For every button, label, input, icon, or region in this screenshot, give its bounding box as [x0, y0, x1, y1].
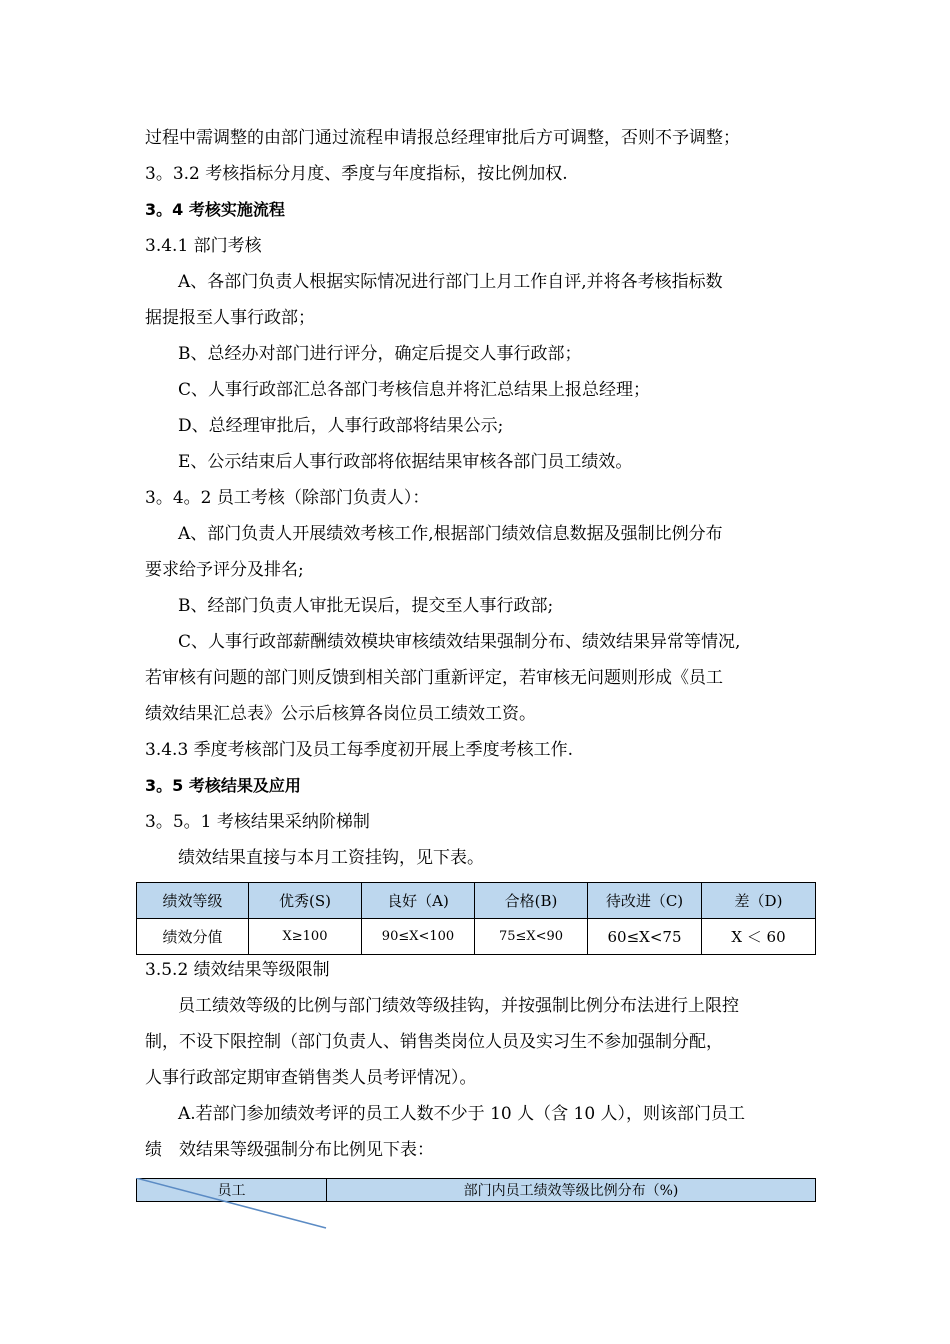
- table-cell: X≥100: [249, 919, 362, 955]
- text-line: D、总经理审批后，人事行政部将结果公示;: [178, 416, 504, 436]
- table-cell: 75≤X<90: [475, 919, 588, 955]
- table-header-cell: 差（D): [702, 883, 816, 919]
- subsection-heading: 3。4。2 员工考核（除部门负责人）：: [145, 488, 430, 508]
- text-line: B、经部门负责人审批无误后，提交至人事行政部;: [178, 596, 554, 616]
- text-line: A.若部门参加绩效考评的员工人数不少于 10 人（含 10 人），则该部门员工: [178, 1104, 746, 1124]
- table-row: [137, 919, 816, 955]
- section-heading: 3。4 考核实施流程: [145, 200, 285, 219]
- table-header-cell: 合格(B): [475, 883, 588, 919]
- text-line: 要求给予评分及排名;: [145, 560, 304, 580]
- text-line: 过程中需调整的由部门通过流程申请报总经理审批后方可调整，否则不予调整；: [145, 128, 740, 148]
- table-cell: 90≤X<100: [362, 919, 475, 955]
- table-header-cell: 良好（A): [362, 883, 475, 919]
- grade-score-table: [136, 882, 816, 955]
- text-line: 制，不设下限控制（部门负责人、销售类岗位人员及实习生不参加强制分配，: [145, 1032, 723, 1052]
- text-line: E、公示结束后人事行政部将依据结果审核各部门员工绩效。: [178, 452, 633, 472]
- table-cell: 绩效分值: [137, 919, 249, 955]
- diagonal-divider: [136, 1178, 328, 1232]
- text-line: B、总经办对部门进行评分，确定后提交人事行政部；: [178, 344, 582, 364]
- subsection-heading: 3.4.1 部门考核: [145, 236, 262, 256]
- text-line: 3。3.2 考核指标分月度、季度与年度指标，按比例加权.: [145, 164, 568, 184]
- section-heading: 3。5 考核结果及应用: [145, 776, 301, 795]
- text-line: 据提报至人事行政部；: [145, 308, 315, 328]
- diagonal-line: [136, 1178, 326, 1228]
- table-header-cell: 绩效等级: [137, 883, 249, 919]
- table-header-cell: 部门内员工绩效等级比例分布（%): [327, 1179, 816, 1202]
- subsection-heading: 3.5.2 绩效结果等级限制: [145, 960, 330, 980]
- table-cell: X ＜ 60: [702, 919, 816, 955]
- text-line: 绩效结果汇总表》公示后核算各岗位员工绩效工资。: [145, 704, 536, 724]
- text-line: A、各部门负责人根据实际情况进行部门上月工作自评,并将各考核指标数: [178, 272, 723, 292]
- text-line: 员工绩效等级的比例与部门绩效等级挂钩，并按强制比例分布法进行上限控: [178, 996, 739, 1016]
- text-line: 若审核有问题的部门则反馈到相关部门重新评定，若审核无问题则形成《员工: [145, 668, 723, 688]
- text-line: C、人事行政部薪酬绩效模块审核绩效结果强制分布、绩效结果异常等情况,: [178, 632, 741, 652]
- table-header-cell: 优秀(S): [249, 883, 362, 919]
- table-header-cell: 员工: [137, 1179, 327, 1202]
- table-header-cell: 待改进（C): [588, 883, 702, 919]
- subsection-heading: 3。5。1 考核结果采纳阶梯制: [145, 812, 370, 832]
- table-header-row: [137, 883, 816, 919]
- text-line: 绩效结果直接与本月工资挂钩，见下表。: [178, 848, 484, 868]
- text-line: C、人事行政部汇总各部门考核信息并将汇总结果上报总经理；: [178, 380, 651, 400]
- text-line: A、部门负责人开展绩效考核工作,根据部门绩效信息数据及强制比例分布: [178, 524, 723, 544]
- text-line: 绩 效结果等级强制分布比例见下表：: [145, 1140, 434, 1160]
- table-cell: 60≤X<75: [588, 919, 702, 955]
- text-line: 人事行政部定期审查销售类人员考评情况）。: [145, 1068, 477, 1088]
- subsection-heading: 3.4.3 季度考核部门及员工每季度初开展上季度考核工作.: [145, 740, 574, 760]
